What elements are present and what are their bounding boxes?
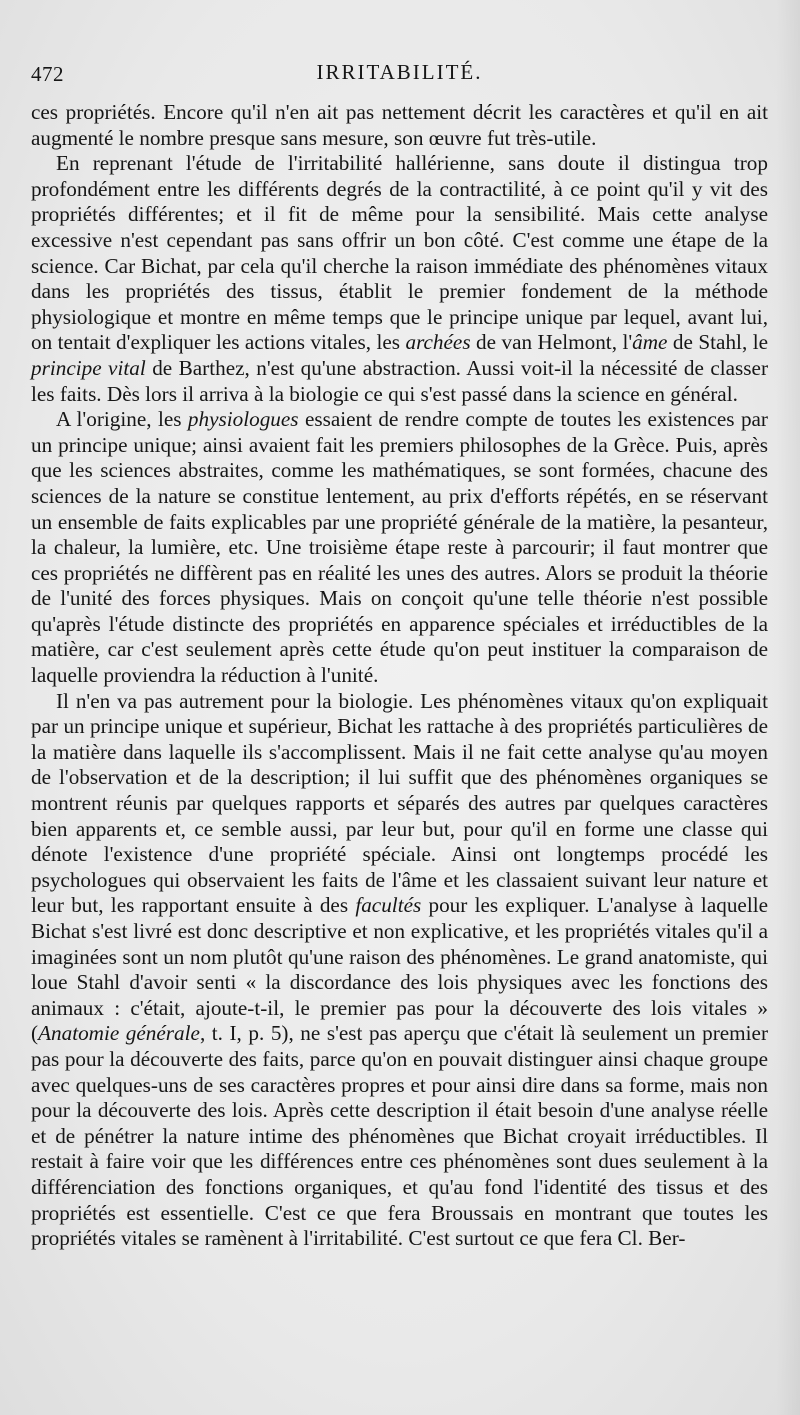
- running-head: [31, 58, 768, 88]
- italic-text-run: facultés: [355, 893, 422, 918]
- text-run: pour les expliquer. L'analyse à laquelle Bichat s'est livré est donc descriptive et non explicative, et les propriétés vitales qu'il a imaginées sont un nom plutôt qu'une raison des phénomènes. Le grand anatomiste, qui loue Stahl d'avoir senti « la discordance des lois physiques avec les fonctions des animaux : c'était, ajoute-t-il, le premier pas pour la découverte des lois vitales » (: [31, 893, 768, 1046]
- page-number: 472: [31, 62, 64, 86]
- italic-text-run: physiologues: [187, 407, 299, 432]
- italic-text-run: principe vital: [31, 355, 146, 380]
- italic-text-run: âme: [632, 330, 668, 355]
- text-run: Il n'en va pas autrement pour la biologie. Les phénomènes vitaux qu'on expliquait par un principe unique et supérieur, Bichat les rattache à des propriétés particulières de la matière dans laquelle ils s'accomplissent. Mais il ne fait cette analyse qu'au moyen de l'observation et de la description; il lui suffit que des phénomènes organiques se montrent réunis par quelques rapports et séparés des autres par quelques caractères bien apparents et, ce semble aussi, par leur but, pour qu'il en forme une classe qui dénote l'existence d'une propriété spéciale. Ainsi ont longtemps procédé les psychologues qui observaient les faits de l'âme et les classaient suivant leur nature et leur but, les rapportant ensuite à des: [31, 688, 768, 918]
- running-title: IRRITABILITÉ.: [316, 60, 483, 84]
- paragraph: [31, 689, 768, 1252]
- paragraph: [31, 151, 768, 407]
- text-run: de Barthez, n'est qu'une abstraction. Aussi voit-il la nécessité de classer les faits. Dès lors il arriva à la biologie ce qui s'est passé dans la science en général.: [31, 355, 769, 406]
- italic-text-run: Anatomie générale: [38, 1021, 200, 1046]
- text-run: ces propriétés. Encore qu'il n'en ait pas nettement décrit les caractères et qu'il en ait augmenté le nombre presque sans mesure, son œuvre fut très-utile.: [31, 100, 768, 150]
- paragraph: [31, 100, 768, 151]
- paragraph: [31, 407, 768, 689]
- text-run: essaient de rendre compte de toutes les existences par un principe unique; ainsi avaient fait les premiers philosophes de la Grèce. Puis, après que les sciences abstraites, comme les mathématiques, se sont formées, chacune des sciences de la nature se constitue lentement, au prix d'efforts répétés, en se réservant un ensemble de faits explicables par une propriété générale de la matière, la pesanteur, la chaleur, la lumière, etc. Une troisième étape reste à parcourir; il faut montrer que ces propriétés ne diffèrent pas en réalité les unes des autres. Alors se produit la théorie de l'unité des forces physiques. Mais on conçoit qu'une telle théorie n'est possible qu'après l'étude distincte des propriétés en apparence spéciales et irréductibles de la matière, car c'est seulement après cette étude qu'on peut instituer la comparaison de laquelle proviendra la réduction à l'unité.: [31, 407, 768, 688]
- italic-text-run: archées: [405, 330, 471, 355]
- body-text: [31, 100, 768, 1252]
- text-run: , t. I, p. 5), ne s'est pas aperçu que c'était là seulement un premier pas pour la découverte des faits, parce qu'on en pouvait distinguer ainsi chaque groupe avec quelques-uns de ses caractères propres et pour ainsi dire dans sa forme, mais non pour la découverte des lois. Après cette description il était besoin d'une analyse réelle et de pénétrer la nature intime des phénomènes que Bichat croyait irréductibles. Il restait à faire voir que les différences entre ces phénomènes sont dues seulement à la différenciation des fonctions organiques, et qu'au fond l'identité des tissus et des propriétés est essentielle. C'est ce que fera Broussais en montrant que toutes les propriétés vitales se ramènent à l'irritabilité. C'est surtout ce que fera Cl. Ber-: [31, 1021, 768, 1251]
- scan-edge-shadow: [776, 0, 800, 1415]
- text-run: A l'origine, les: [56, 407, 188, 432]
- text-run: de van Helmont, l': [470, 330, 633, 355]
- text-run: En reprenant l'étude de l'irritabilité hallérienne, sans doute il distingua trop profondément entre les différents degrés de la contractilité, à ce point qu'il y vit des propriétés différentes; et il fit de même pour la sensibilité. Mais cette analyse excessive n'est cependant pas sans offrir un bon côté. C'est comme une étape de la science. Car Bichat, par cela qu'il cherche la raison immédiate des phénomènes vitaux dans les propriétés des tissus, établit le premier fondement de la méthode physiologique et montre en même temps que le principe unique par lequel, avant lui, on tentait d'expliquer les actions vitales, les: [31, 151, 768, 355]
- text-run: de Stahl, le: [667, 330, 768, 355]
